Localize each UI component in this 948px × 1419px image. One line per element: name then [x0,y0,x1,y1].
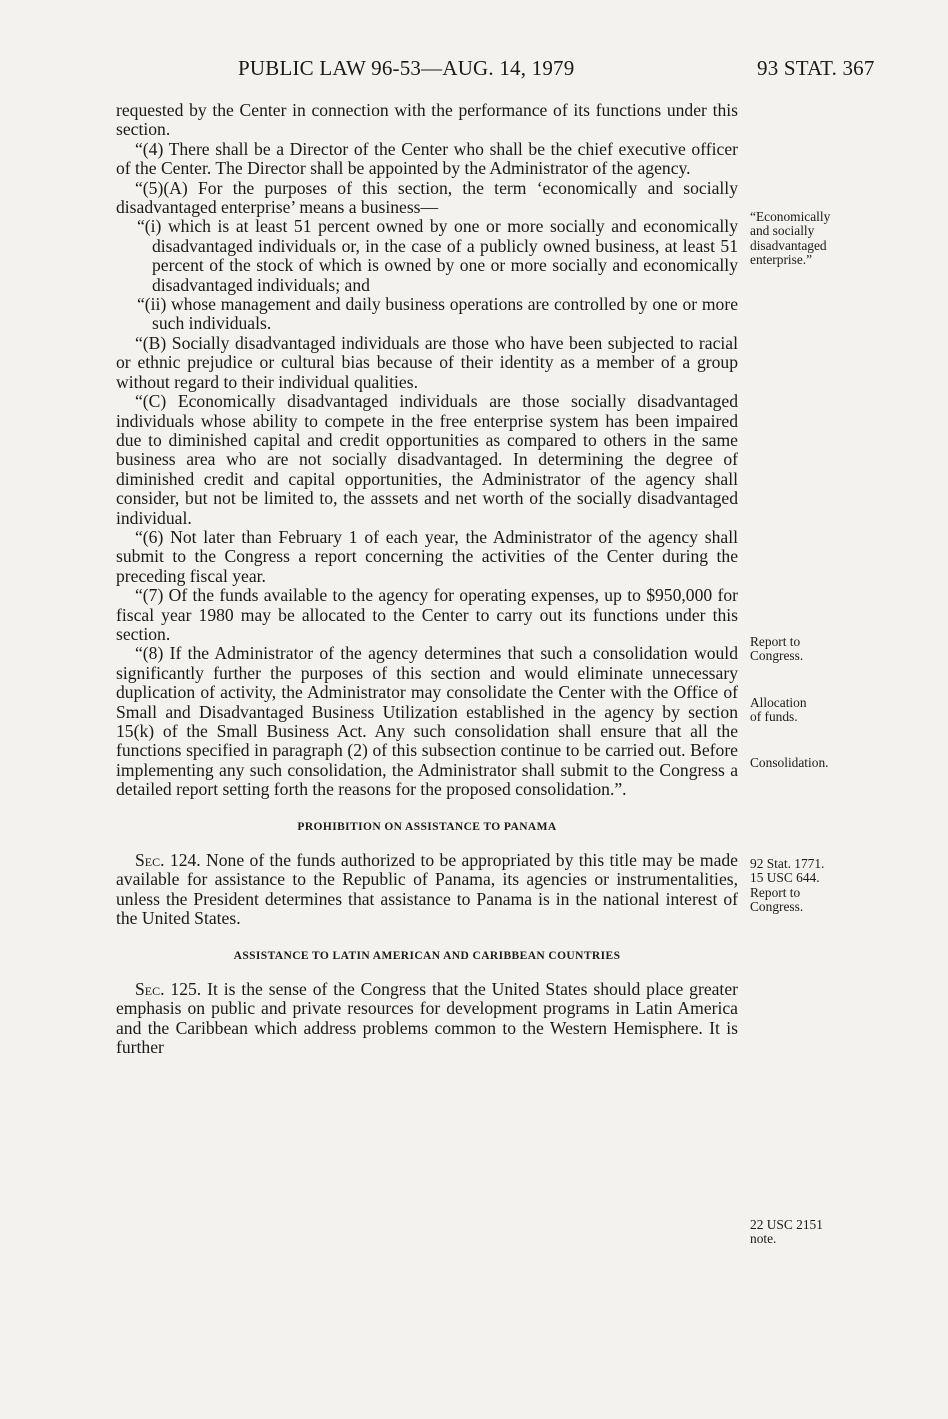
margin-note-line: Report to [750,634,801,649]
paragraph-5c: “(C) Economically disadvantaged individuals are those socially disadvantaged individuals whose ability to compete in the free enterprise system has been impaired due to diminished capital and credit opportunities as compared to others in the same business area who are not socially disadvantaged. In determining the degree of diminished credit and capital opportunities, the Administrator of the agency shall consider, but not be limited to, the asssets and net worth of the socially disadvantaged individual. [116,391,738,528]
paragraph-8: “(8) If the Administrator of the agency determines that such a consolidation would significantly further the purposes of this section and would eliminate unnecessary duplication of activity, the Administrator may consolidate the Center with the Office of Small and Disadvantaged Business Utilization established in the agency by section 15(k) of the Small Business Act. Any such consolidation shall ensure that all the functions specified in paragraph (2) of this subsection continue to be carried out. Before implementing any such consolidation, the Administrator shall submit to the Congress a detailed report setting forth the reasons for the proposed consolidation.”. [116,643,738,800]
section-label: Sec [135,850,161,871]
margin-note-line: 22 USC 2151 [750,1217,823,1232]
paragraph-5a-ii: “(ii) whose management and daily business operations are controlled by one or more such individuals. [137,294,738,334]
paragraph-4: “(4) There shall be a Director of the Center who shall be the chief executive officer of the Center. The Director shall be appointed by the Administrator of the agency. [116,138,738,179]
paragraph-6: “(6) Not later than February 1 of each year, the Administrator of the agency shall submit to the Congress a report concerning the activities of the Center during the preceding fiscal year. [116,526,738,586]
section-heading-panama: PROHIBITION ON ASSISTANCE TO PANAMA [297,820,557,833]
page-header [0,56,948,90]
section-125-text: . 125. It is the sense of the Congress that the United States should place greater emphasis on public and private resources for development programs in Latin America and the Caribbean which address problems common to the Western Hemisphere. It is further [116,979,738,1058]
section-124 [116,851,738,929]
margin-note-usc-2151 [750,1218,870,1247]
margin-note-line: 15 USC 644. [750,870,820,886]
margin-note-consolidation [750,756,870,770]
margin-note-line: of funds. [750,709,798,725]
body-text [116,101,738,1058]
margin-note-line: and socially [750,223,815,239]
margin-note-allocation [750,696,870,725]
margin-note-line: Allocation [750,695,807,710]
paragraph-5a: “(5)(A) For the purposes of this section, the term ‘economically and socially disadvantaged enterprise’ means a business— [116,177,738,218]
margin-note-line: 92 Stat. 1771. [750,856,825,871]
margin-note-line: Congress. [750,899,804,915]
margin-note-line: enterprise.” [750,252,813,268]
section-125 [116,980,738,1058]
paragraph-7: “(7) Of the funds available to the agency for operating expenses, up to $950,000 for fiscal year 1980 may be allocated to the Center to carry out its functions under this section. [116,585,738,644]
margin-note-line: “Economically [750,209,831,224]
margin-note-report-to-congress [750,635,870,664]
margin-note-economically-disadvantaged [750,210,870,268]
margin-note-line: Congress. [750,648,804,664]
margin-note-line: note. [750,1231,777,1247]
margin-note-statute-citation [750,857,870,915]
margin-note-line: Consolidation. [750,755,829,770]
paragraph-5a-i: “(i) which is at least 51 percent owned by one or more socially and economically disadvantaged individuals or, in the case of a publicly owned business, at least 51 percent of the stock of which is owned by one or more socially and economically disadvantaged individuals; and [137,216,738,295]
margin-note-line: Report to [750,884,801,900]
section-label: Sec [135,979,161,1000]
section-124-text: . 124. None of the funds authorized to be appropriated by this title may be made available for assistance to the Republic of Panama, its agencies or instrumentalities, unless the President determines that assistance to Panama is in the national interest of the United States. [116,850,738,929]
paragraph-5b: “(B) Socially disadvantaged individuals are those who have been subjected to racial or ethnic prejudice or cultural bias because of their identity as a member of a group without regard to their individual qualities. [116,332,738,392]
paragraph: requested by the Center in connection with the performance of its functions under this section. [116,100,738,140]
header-stat-page: 93 STAT. 367 [757,56,875,80]
header-title: PUBLIC LAW 96-53—AUG. 14, 1979 [238,56,575,80]
margin-note-line: disadvantaged [750,237,827,253]
section-heading-latin-america: ASSISTANCE TO LATIN AMERICAN AND CARIBBEAN COUNTRIES [233,949,621,962]
